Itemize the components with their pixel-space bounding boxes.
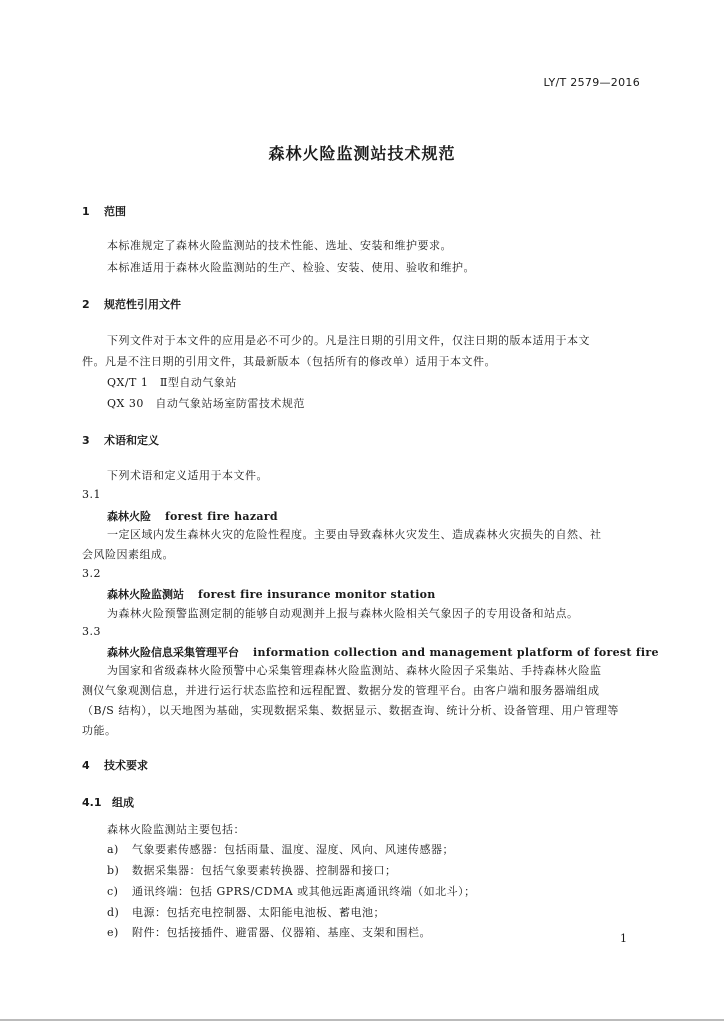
paragraph: 下列术语和定义适用于本文件。 [107,469,268,482]
list-text: 附件：包括接插件、避雷器、仪器箱、基座、支架和围栏。 [132,926,431,939]
term-chinese: 森林火险信息采集管理平台 [107,646,239,659]
list-marker: e) [107,926,119,939]
list-marker: d) [107,906,120,919]
term-number: 3.1 [82,488,101,501]
paragraph: 本标准适用于森林火险监测站的生产、检验、安装、使用、验收和维护。 [107,261,475,274]
section-4-heading [82,757,148,773]
list-text: 通讯终端：包括 GPRS/CDMA 或其他远距离通讯终端（如北斗）； [132,885,476,898]
term-english: information collection and management platform of forest fire [253,646,659,659]
page-bottom-rule [0,1019,724,1021]
page-number: 1 [620,932,627,945]
term-english: forest fire hazard [165,510,278,523]
term-english: forest fire insurance monitor station [198,588,436,601]
document-title: 森林火险监测站技术规范 [268,144,456,163]
list-marker: b) [107,864,120,877]
term-heading [107,508,278,524]
definition-line: 测仪气象观测信息，并进行运行状态监控和远程配置、数据分发的管理平台。由客户端和服务器端组成 [82,684,600,697]
section-title: 术语和定义 [104,434,159,447]
paragraph: 森林火险监测站主要包括： [107,823,245,836]
standard-code: LY/T 2579—2016 [543,76,640,89]
section-title: 技术要求 [104,759,148,772]
term-number: 3.3 [82,625,101,638]
paragraph-line: 件。凡是不注日期的引用文件，其最新版本（包括所有的修改单）适用于本文件。 [82,355,496,368]
section-number: 4.1 [82,796,102,809]
definition-line: 功能。 [82,724,117,737]
list-item [107,862,397,878]
section-1-heading [82,203,126,219]
list-item [107,924,431,940]
normative-reference: QX 30 自动气象站场室防雷技术规范 [107,397,305,410]
list-item [107,883,476,899]
section-4-1-heading [82,794,134,810]
term-chinese: 森林火险监测站 [107,588,184,601]
list-item [107,904,385,920]
term-number: 3.2 [82,567,101,580]
normative-reference: QX/T 1 Ⅱ型自动气象站 [107,376,237,389]
paragraph-line: 下列文件对于本文件的应用是必不可少的。凡是注日期的引用文件，仅注日期的版本适用于本文 [107,334,590,347]
section-title: 范围 [104,205,126,218]
term-heading [107,586,436,602]
section-2-heading [82,296,181,312]
paragraph: 本标准规定了森林火险监测站的技术性能、选址、安装和维护要求。 [107,239,452,252]
list-text: 电源：包括充电控制器、太阳能电池板、蓄电池； [132,906,385,919]
list-marker: a) [107,843,119,856]
section-3-heading [82,432,159,448]
definition-line: 为森林火险预警监测定制的能够自动观测并上报与森林火险相关气象因子的专用设备和站点。 [107,607,579,620]
definition-line: 会风险因素组成。 [82,548,174,561]
section-number: 2 [82,298,90,311]
term-heading [107,644,659,660]
definition-line: 一定区域内发生森林火灾的危险性程度。主要由导致森林火灾发生、造成森林火灾损失的自然、社 [107,528,602,541]
term-chinese: 森林火险 [107,510,151,523]
section-title: 规范性引用文件 [104,298,181,311]
list-text: 数据采集器：包括气象要素转换器、控制器和接口； [132,864,397,877]
section-number: 3 [82,434,90,447]
section-title: 组成 [112,796,134,809]
list-item [107,841,454,857]
definition-line: 为国家和省级森林火险预警中心采集管理森林火险监测站、森林火险因子采集站、手持森林火险监 [107,664,602,677]
definition-line: （B/S 结构），以天地图为基础，实现数据采集、数据显示、数据查询、统计分析、设备管理、用户管理等 [82,704,619,717]
list-text: 气象要素传感器：包括雨量、温度、湿度、风向、风速传感器； [132,843,454,856]
section-number: 1 [82,205,90,218]
list-marker: c) [107,885,119,898]
section-number: 4 [82,759,90,772]
